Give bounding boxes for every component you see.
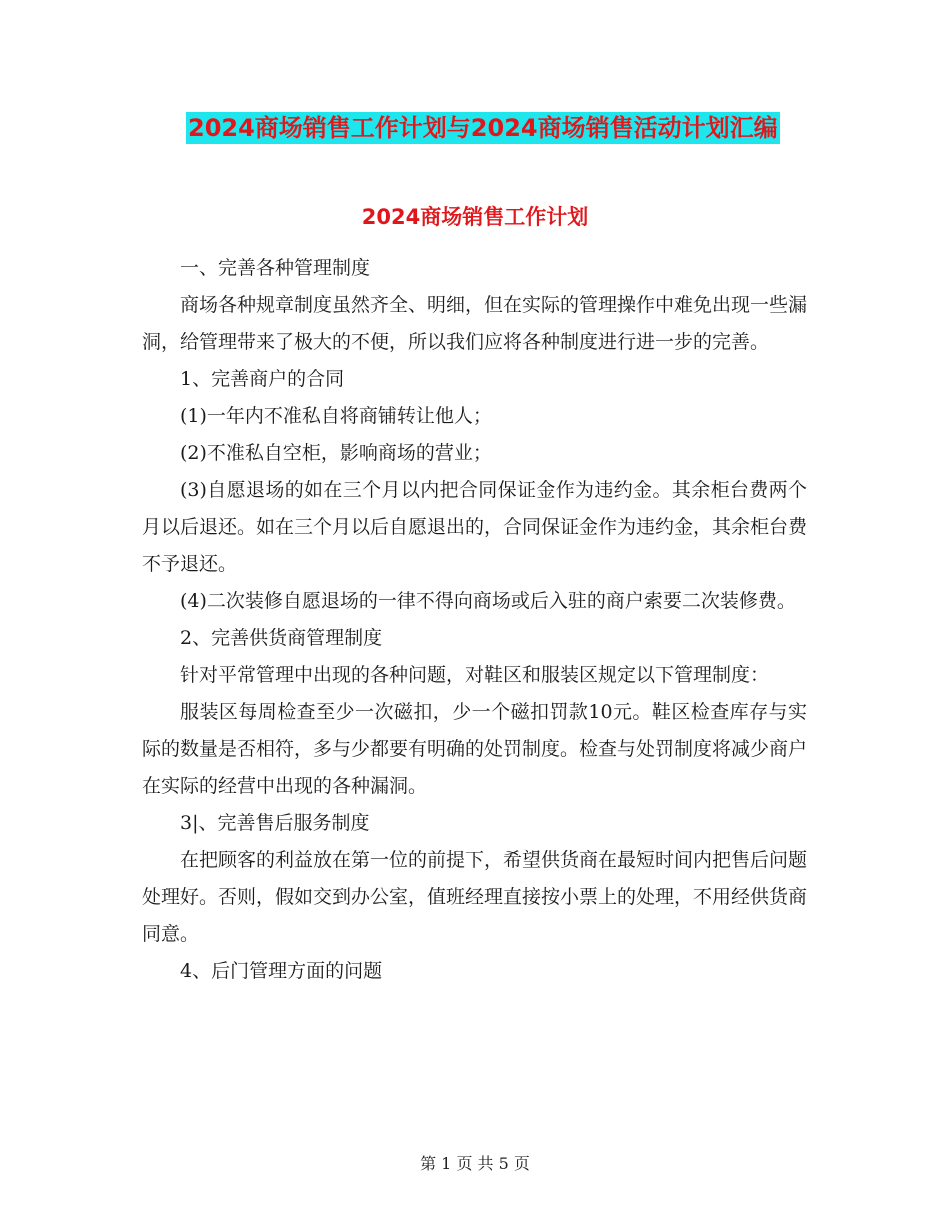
paragraph: 在把顾客的利益放在第一位的前提下，希望供货商在最短时间内把售后问题处理好。否则，假如交到办公室，值班经理直接按小票上的处理，不用经供货商同意。: [142, 849, 808, 945]
paragraph: 针对平常管理中出现的各种问题，对鞋区和服装区规定以下管理制度：: [180, 664, 770, 686]
paragraph-item: (3)自愿退场的如在三个月以内把合同保证金作为违约金。其余柜台费两个月以后退还。如在三个月以后自愿退出的，合同保证金作为违约金，其余柜台费不予退还。: [142, 479, 808, 575]
paragraph-item: (2)不准私自空柜，影响商场的营业；: [180, 442, 492, 464]
page-footer: 第 1 页 共 5 页: [420, 1154, 530, 1173]
document-main-title: 2024商场销售工作计划与2024商场销售活动计划汇编: [188, 114, 778, 142]
paragraph-heading-1: 一、完善各种管理制度: [180, 257, 371, 279]
paragraph: 服装区每周检查至少一次磁扣，少一个磁扣罚款10元。鞋区检查库存与实际的数量是否相符，多与少都要有明确的处罚制度。检查与处罚制度将减少商户在实际的经营中出现的各种漏洞。: [142, 701, 808, 797]
paragraph-item: (1)一年内不准私自将商铺转让他人；: [180, 405, 492, 427]
paragraph-heading-1-4: 4、后门管理方面的问题: [180, 960, 383, 982]
paragraph: 商场各种规章制度虽然齐全、明细，但在实际的管理操作中难免出现一些漏洞，给管理带来了极大的不便，所以我们应将各种制度进行进一步的完善。: [142, 294, 808, 353]
paragraph-heading-1-1: 1、完善商户的合同: [180, 368, 345, 390]
section-title: 2024商场销售工作计划: [361, 205, 589, 229]
paragraph-heading-1-2: 2、完善供货商管理制度: [180, 627, 383, 649]
paragraph-heading-1-3: 3|、完善售后服务制度: [180, 812, 370, 834]
paragraph-item: (4)二次装修自愿退场的一律不得向商场或后入驻的商户索要二次装修费。: [180, 590, 796, 612]
body-paragraphs: [142, 250, 807, 990]
